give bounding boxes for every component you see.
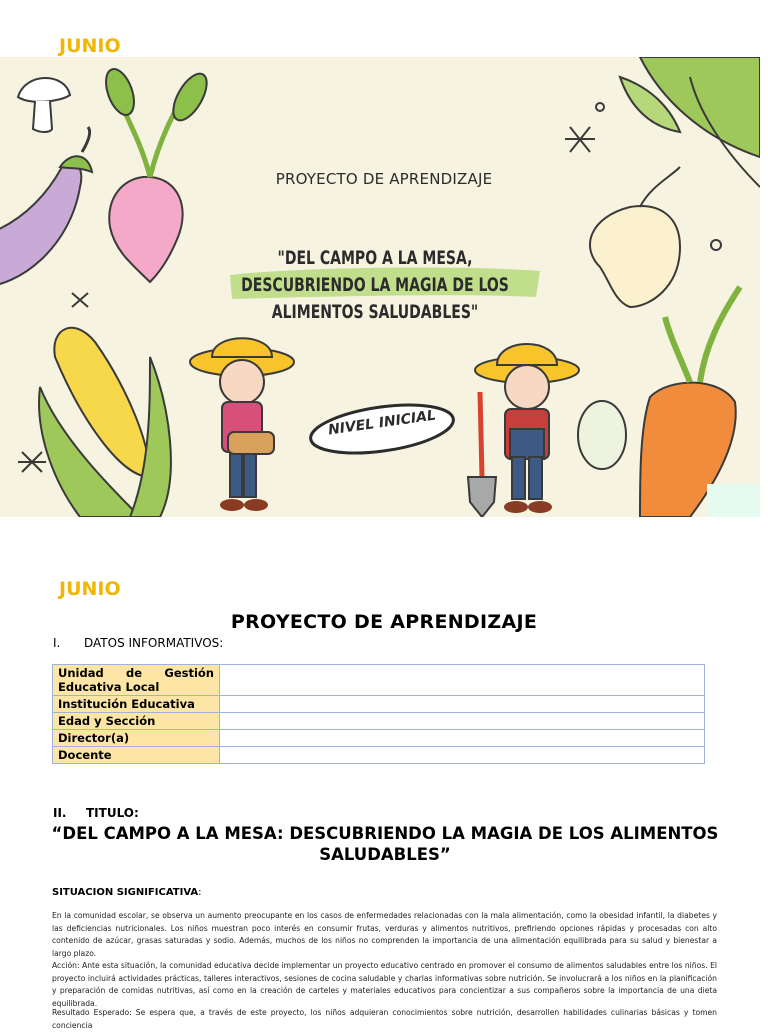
section-number: I.	[53, 636, 61, 650]
eggplant-icon	[0, 127, 92, 287]
table-value-field[interactable]	[220, 696, 705, 713]
garlic-icon	[590, 167, 680, 307]
section-number: II.	[53, 806, 67, 820]
girl-farmer-illustration	[190, 338, 294, 511]
banner-subtitle: "DEL CAMPO A LA MESA, DESCUBRIENDO LA MAGIA DE LOS ALIMENTOS SALUDABLES"	[241, 247, 509, 323]
cover-banner	[0, 57, 760, 517]
table-row	[53, 713, 705, 730]
paragraph-expected-result: Resultado Esperado: Se espera que, a través de este proyecto, los niños adquieran conocimientos sobre nutrición, desarrollen habilidades culinarias básicas y tomen conciencia	[52, 1008, 717, 1030]
table-row	[53, 747, 705, 764]
section-datos-informativos	[53, 636, 223, 650]
info-table	[52, 664, 705, 764]
table-value-field[interactable]	[220, 665, 705, 696]
situation-heading-text: SITUACION SIGNIFICATIVA	[52, 887, 199, 898]
leafy-greens-icon	[620, 57, 760, 187]
table-label: Unidad de Gestión Educativa Local	[53, 665, 220, 696]
table-value-field[interactable]	[220, 747, 705, 764]
situation-heading	[52, 887, 202, 898]
table-value-field[interactable]	[220, 730, 705, 747]
table-row	[53, 665, 705, 696]
carrot-icon	[640, 287, 740, 517]
table-row	[53, 696, 705, 713]
table-row	[53, 730, 705, 747]
section-label: DATOS INFORMATIVOS:	[84, 636, 224, 650]
table-value-field[interactable]	[220, 713, 705, 730]
table-label: Institución Educativa	[53, 696, 220, 713]
lettuce-icon	[578, 401, 626, 469]
table-label: Docente	[53, 747, 220, 764]
situation-heading-colon: :	[198, 887, 202, 898]
paragraph-action: Acción: Ante esta situación, la comunidad educativa decide implementar un proyecto educativo centrado en promover el consumo de alimentos saludables entre los niños. El proyecto incluirá actividades prácticas, talleres interactivos, sesiones de cocina saludable y charlas informativas sobre nutrición. Se involucrará a los niños en la planificación y preparación de comidas nutritivas, así como en la creación de carteles y materiales educativos para concientizar a sus compañeros sobre la importancia de una dieta equilibrada.	[52, 961, 717, 1008]
table-label: Director(a)	[53, 730, 220, 747]
section-label: TITULO:	[86, 806, 139, 820]
document-month: JUNIO	[59, 578, 121, 600]
boy-farmer-illustration	[468, 344, 579, 517]
banner-title: PROYECTO DE APRENDIZAJE	[275, 170, 493, 188]
header-month: JUNIO	[59, 35, 121, 57]
corn-icon	[39, 328, 171, 517]
mushroom-icon	[18, 78, 70, 132]
project-title: “DEL CAMPO A LA MESA: DESCUBRIENDO LA MAGIA DE LOS ALIMENTOS SALUDABLES”	[51, 824, 719, 864]
table-label: Edad y Sección	[53, 713, 220, 730]
level-badge: NIVEL INICIAL	[327, 407, 437, 439]
section-titulo	[53, 806, 139, 820]
document-title: PROYECTO DE APRENDIZAJE	[230, 611, 538, 633]
paragraph-context: En la comunidad escolar, se observa un aumento preocupante en los casos de enfermedades relacionadas con la mala alimentación, como la obesidad infantil, la diabetes y las deficiencias nutricionales. Los niños muestran poco interés en consumir frutas, verduras y alimentos nutritivos, prefiriendo opciones rápidas y procesadas con alto contenido de azúcar, grasas saturadas y sodio. Además, muchos de los niños no comprenden la importancia de una alimentación equilibrada para su salud y bienestar a largo plazo.	[52, 911, 717, 958]
